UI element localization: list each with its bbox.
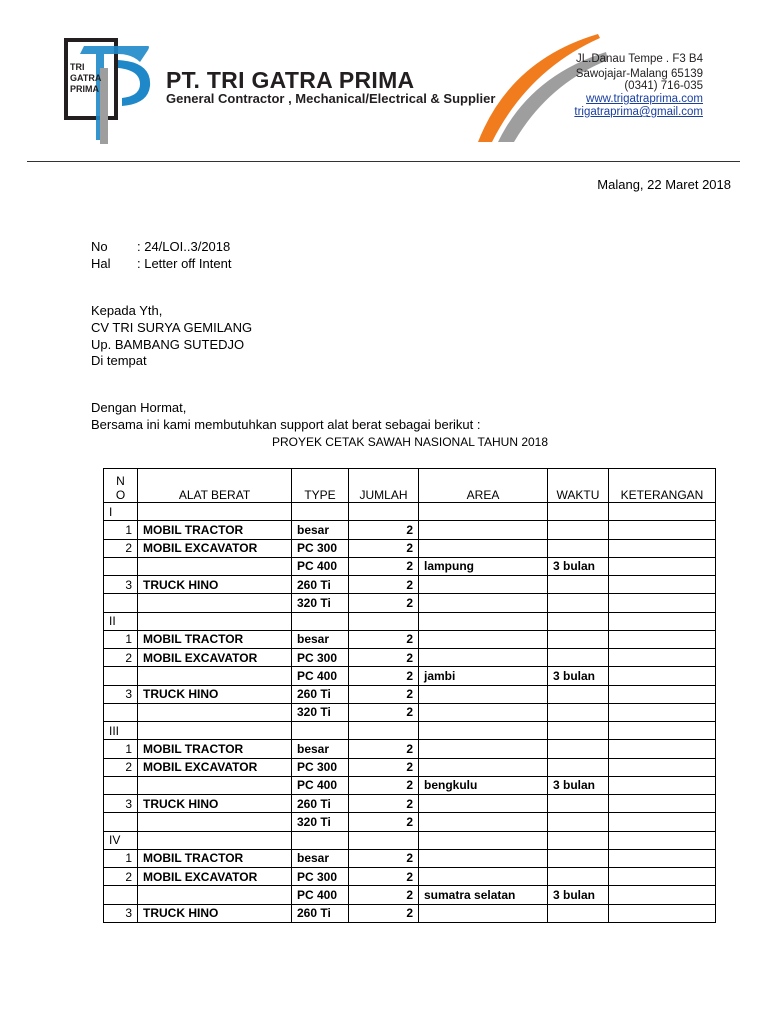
recipient-line: CV TRI SURYA GEMILANG xyxy=(91,320,253,335)
cell-keterangan xyxy=(609,795,716,813)
recipient-line: Di tempat xyxy=(91,353,147,368)
cell-waktu xyxy=(548,904,609,922)
cell-area: sumatra selatan xyxy=(419,886,548,904)
cell-alat-berat xyxy=(138,667,292,685)
table-row xyxy=(104,776,716,794)
cell-waktu xyxy=(548,831,609,849)
table-row xyxy=(104,521,716,539)
header-type: TYPE xyxy=(292,469,349,503)
cell-jumlah: 2 xyxy=(349,740,419,758)
cell-type: besar xyxy=(292,740,349,758)
cell-jumlah: 2 xyxy=(349,868,419,886)
cell-keterangan xyxy=(609,612,716,630)
cell-area xyxy=(419,795,548,813)
cell-area xyxy=(419,868,548,886)
cell-keterangan xyxy=(609,685,716,703)
company-tagline: General Contractor , Mechanical/Electrical & Supplier xyxy=(166,91,496,106)
cell-waktu xyxy=(548,758,609,776)
cell-type: PC 400 xyxy=(292,667,349,685)
cell-keterangan xyxy=(609,722,716,740)
cell-keterangan xyxy=(609,649,716,667)
cell-type: PC 300 xyxy=(292,868,349,886)
cell-jumlah: 2 xyxy=(349,649,419,667)
cell-type: PC 300 xyxy=(292,758,349,776)
cell-type: 260 Ti xyxy=(292,904,349,922)
header-keterangan: KETERANGAN xyxy=(609,469,716,503)
cell-area xyxy=(419,722,548,740)
cell-keterangan xyxy=(609,758,716,776)
cell-area xyxy=(419,539,548,557)
cell-jumlah xyxy=(349,612,419,630)
table-row xyxy=(104,612,716,630)
cell-jumlah: 2 xyxy=(349,703,419,721)
cell-alat-berat: TRUCK HINO xyxy=(138,685,292,703)
header-area: AREA xyxy=(419,469,548,503)
cell-alat-berat: TRUCK HINO xyxy=(138,795,292,813)
cell-type: 260 Ti xyxy=(292,795,349,813)
cell-jumlah: 2 xyxy=(349,685,419,703)
cell-waktu xyxy=(548,649,609,667)
cell-area: lampung xyxy=(419,557,548,575)
cell-jumlah: 2 xyxy=(349,576,419,594)
cell-area xyxy=(419,503,548,521)
table-row xyxy=(104,886,716,904)
header-divider xyxy=(27,161,740,162)
cell-waktu xyxy=(548,612,609,630)
cell-waktu xyxy=(548,795,609,813)
cell-jumlah xyxy=(349,722,419,740)
cell-waktu xyxy=(548,521,609,539)
cell-keterangan xyxy=(609,576,716,594)
cell-alat-berat xyxy=(138,813,292,831)
cell-type: 320 Ti xyxy=(292,813,349,831)
cell-waktu: 3 bulan xyxy=(548,557,609,575)
cell-keterangan xyxy=(609,849,716,867)
cell-no: II xyxy=(104,612,138,630)
cell-type xyxy=(292,612,349,630)
header-jumlah: JUMLAH xyxy=(349,469,419,503)
cell-jumlah xyxy=(349,503,419,521)
cell-type: besar xyxy=(292,630,349,648)
cell-jumlah: 2 xyxy=(349,758,419,776)
cell-waktu xyxy=(548,722,609,740)
cell-waktu xyxy=(548,813,609,831)
cell-area xyxy=(419,813,548,831)
cell-jumlah: 2 xyxy=(349,776,419,794)
cell-alat-berat xyxy=(138,886,292,904)
cell-keterangan xyxy=(609,813,716,831)
logo-mark-icon xyxy=(66,40,166,150)
cell-type: 320 Ti xyxy=(292,594,349,612)
cell-area xyxy=(419,703,548,721)
cell-type: 260 Ti xyxy=(292,576,349,594)
cell-keterangan xyxy=(609,868,716,886)
cell-jumlah: 2 xyxy=(349,904,419,922)
cell-type: PC 400 xyxy=(292,886,349,904)
table-row xyxy=(104,813,716,831)
cell-no xyxy=(104,667,138,685)
project-title: PROYEK CETAK SAWAH NASIONAL TAHUN 2018 xyxy=(271,435,549,449)
cell-waktu: 3 bulan xyxy=(548,667,609,685)
cell-type: PC 400 xyxy=(292,557,349,575)
address-line2: Sawojajar-Malang 65139 xyxy=(575,68,703,80)
cell-no: 1 xyxy=(104,521,138,539)
cell-waktu xyxy=(548,849,609,867)
cell-keterangan xyxy=(609,886,716,904)
cell-no: 1 xyxy=(104,740,138,758)
no-value: : 24/LOI..3/2018 xyxy=(137,239,231,254)
cell-keterangan xyxy=(609,539,716,557)
swoosh-graphic xyxy=(470,30,610,150)
cell-waktu xyxy=(548,576,609,594)
cell-keterangan xyxy=(609,776,716,794)
cell-no: I xyxy=(104,503,138,521)
table-row xyxy=(104,539,716,557)
cell-keterangan xyxy=(609,667,716,685)
cell-keterangan xyxy=(609,904,716,922)
cell-no xyxy=(104,703,138,721)
cell-jumlah: 2 xyxy=(349,521,419,539)
cell-waktu xyxy=(548,740,609,758)
cell-jumlah: 2 xyxy=(349,557,419,575)
equipment-table xyxy=(103,468,716,923)
no-label: No xyxy=(91,239,108,254)
table-row xyxy=(104,849,716,867)
cell-jumlah: 2 xyxy=(349,594,419,612)
cell-type: 260 Ti xyxy=(292,685,349,703)
table-row xyxy=(104,594,716,612)
cell-type: PC 300 xyxy=(292,649,349,667)
cell-area: bengkulu xyxy=(419,776,548,794)
phone: (0341) 716-035 xyxy=(624,80,703,92)
cell-no: 3 xyxy=(104,904,138,922)
cell-no xyxy=(104,557,138,575)
cell-area xyxy=(419,758,548,776)
cell-no xyxy=(104,594,138,612)
cell-alat-berat: MOBIL TRACTOR xyxy=(138,740,292,758)
cell-alat-berat xyxy=(138,503,292,521)
cell-area xyxy=(419,849,548,867)
cell-no: III xyxy=(104,722,138,740)
cell-no: 3 xyxy=(104,685,138,703)
table-row xyxy=(104,685,716,703)
cell-jumlah: 2 xyxy=(349,886,419,904)
cell-no xyxy=(104,886,138,904)
cell-no: IV xyxy=(104,831,138,849)
cell-waktu xyxy=(548,630,609,648)
cell-type: PC 400 xyxy=(292,776,349,794)
email-link[interactable]: trigatraprima@gmail.com xyxy=(574,106,703,118)
cell-waktu xyxy=(548,868,609,886)
cell-alat-berat: MOBIL EXCAVATOR xyxy=(138,649,292,667)
cell-alat-berat: MOBIL EXCAVATOR xyxy=(138,539,292,557)
logo-text: TRI GATRA PRIMA xyxy=(70,62,102,94)
cell-alat-berat xyxy=(138,831,292,849)
cell-waktu xyxy=(548,594,609,612)
table-row xyxy=(104,503,716,521)
cell-no: 3 xyxy=(104,576,138,594)
cell-alat-berat: TRUCK HINO xyxy=(138,576,292,594)
cell-type xyxy=(292,722,349,740)
cell-type: 320 Ti xyxy=(292,703,349,721)
cell-jumlah: 2 xyxy=(349,667,419,685)
cell-type: besar xyxy=(292,521,349,539)
cell-no: 3 xyxy=(104,795,138,813)
cell-alat-berat: MOBIL EXCAVATOR xyxy=(138,758,292,776)
hal-value: : Letter off Intent xyxy=(137,256,232,271)
table-row xyxy=(104,557,716,575)
header-alat-berat: ALAT BERAT xyxy=(138,469,292,503)
intro-text: Bersama ini kami membutuhkan support alat berat sebagai berikut : xyxy=(91,417,481,432)
cell-waktu: 3 bulan xyxy=(548,776,609,794)
address-line1: JL.Danau Tempe . F3 B4 xyxy=(576,53,703,65)
company-name: PT. TRI GATRA PRIMA xyxy=(166,67,415,93)
cell-area xyxy=(419,612,548,630)
cell-waktu xyxy=(548,503,609,521)
cell-no: 2 xyxy=(104,758,138,776)
cell-no: 2 xyxy=(104,539,138,557)
table-row xyxy=(104,630,716,648)
cell-type xyxy=(292,503,349,521)
cell-no: 2 xyxy=(104,649,138,667)
cell-area xyxy=(419,740,548,758)
table-row xyxy=(104,758,716,776)
cell-waktu: 3 bulan xyxy=(548,886,609,904)
cell-area xyxy=(419,630,548,648)
cell-area xyxy=(419,685,548,703)
cell-area xyxy=(419,521,548,539)
cell-alat-berat: TRUCK HINO xyxy=(138,904,292,922)
cell-waktu xyxy=(548,685,609,703)
cell-keterangan xyxy=(609,594,716,612)
cell-type: PC 300 xyxy=(292,539,349,557)
greeting: Dengan Hormat, xyxy=(91,400,187,415)
cell-keterangan xyxy=(609,630,716,648)
table-header-row xyxy=(104,469,716,503)
cell-alat-berat xyxy=(138,612,292,630)
table-row xyxy=(104,904,716,922)
cell-keterangan xyxy=(609,521,716,539)
cell-jumlah xyxy=(349,831,419,849)
hal-label: Hal xyxy=(91,256,111,271)
cell-no: 2 xyxy=(104,868,138,886)
cell-keterangan xyxy=(609,703,716,721)
cell-keterangan xyxy=(609,831,716,849)
table-row xyxy=(104,795,716,813)
table-row xyxy=(104,868,716,886)
table-row xyxy=(104,703,716,721)
header-waktu: WAKTU xyxy=(548,469,609,503)
header-no: N O xyxy=(104,469,138,503)
table-row xyxy=(104,667,716,685)
cell-keterangan xyxy=(609,557,716,575)
cell-no xyxy=(104,776,138,794)
cell-area xyxy=(419,904,548,922)
cell-alat-berat xyxy=(138,776,292,794)
cell-alat-berat xyxy=(138,703,292,721)
cell-alat-berat xyxy=(138,722,292,740)
cell-alat-berat xyxy=(138,557,292,575)
cell-area xyxy=(419,649,548,667)
table-row xyxy=(104,649,716,667)
cell-alat-berat xyxy=(138,594,292,612)
cell-jumlah: 2 xyxy=(349,539,419,557)
cell-no: 1 xyxy=(104,849,138,867)
cell-jumlah: 2 xyxy=(349,630,419,648)
table-row xyxy=(104,740,716,758)
cell-jumlah: 2 xyxy=(349,813,419,831)
recipient-line: Up. BAMBANG SUTEDJO xyxy=(91,337,245,352)
cell-type xyxy=(292,831,349,849)
letter-date: Malang, 22 Maret 2018 xyxy=(597,177,731,192)
cell-waktu xyxy=(548,539,609,557)
cell-no xyxy=(104,813,138,831)
cell-no: 1 xyxy=(104,630,138,648)
cell-alat-berat: MOBIL EXCAVATOR xyxy=(138,868,292,886)
cell-jumlah: 2 xyxy=(349,849,419,867)
cell-area: jambi xyxy=(419,667,548,685)
cell-alat-berat: MOBIL TRACTOR xyxy=(138,521,292,539)
cell-alat-berat: MOBIL TRACTOR xyxy=(138,630,292,648)
cell-keterangan xyxy=(609,503,716,521)
table-row xyxy=(104,576,716,594)
cell-area xyxy=(419,831,548,849)
recipient-line: Kepada Yth, xyxy=(91,303,163,318)
table-row xyxy=(104,722,716,740)
website-link[interactable]: www.trigatraprima.com xyxy=(586,93,703,105)
cell-area xyxy=(419,576,548,594)
cell-jumlah: 2 xyxy=(349,795,419,813)
cell-area xyxy=(419,594,548,612)
cell-alat-berat: MOBIL TRACTOR xyxy=(138,849,292,867)
cell-type: besar xyxy=(292,849,349,867)
cell-waktu xyxy=(548,703,609,721)
table-row xyxy=(104,831,716,849)
cell-keterangan xyxy=(609,740,716,758)
